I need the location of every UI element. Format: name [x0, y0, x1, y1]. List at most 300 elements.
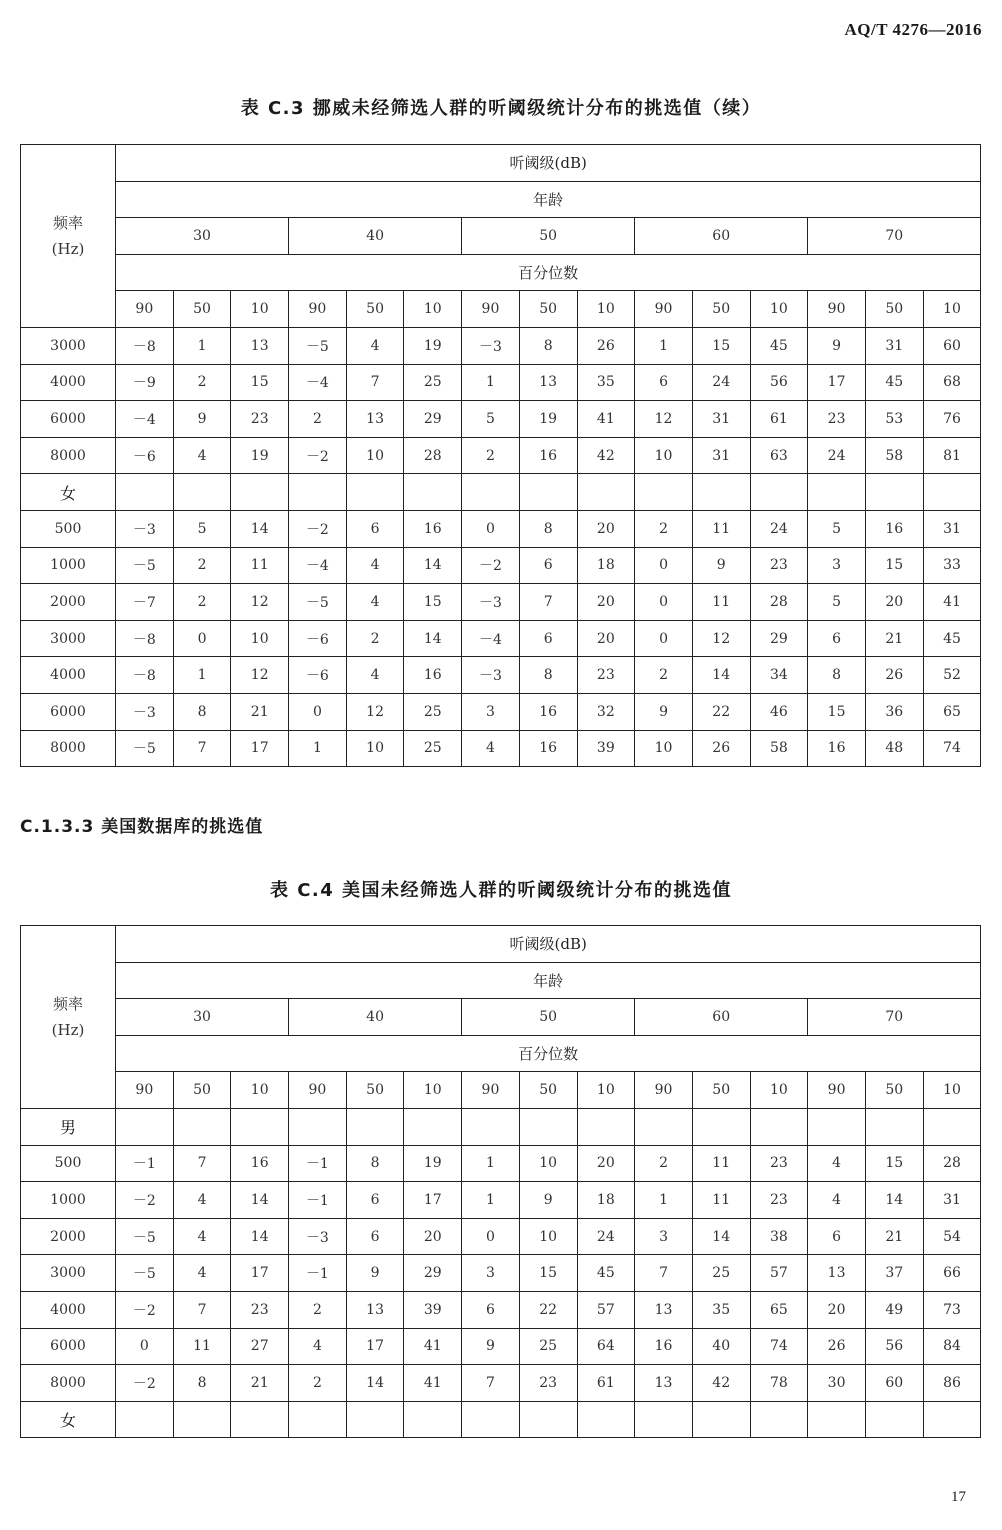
value-cell — [173, 474, 231, 511]
value-cell: 3 — [635, 1218, 693, 1255]
value-cell: 13 — [808, 1255, 866, 1292]
value-cell: 4 — [462, 730, 520, 767]
value-cell — [635, 474, 693, 511]
value-cell — [116, 474, 174, 511]
value-cell: 24 — [750, 510, 808, 547]
value-cell: 9 — [346, 1255, 404, 1292]
age-group-header: 40 — [289, 218, 462, 255]
value-cell: 8 — [519, 657, 577, 694]
percentile-value-header: 10 — [750, 291, 808, 328]
value-cell: 23 — [577, 657, 635, 694]
value-cell: 42 — [577, 437, 635, 474]
value-cell: 14 — [231, 510, 289, 547]
header-row — [21, 145, 981, 182]
value-cell: 74 — [750, 1328, 808, 1365]
table-row — [21, 584, 981, 621]
value-cell: 1 — [635, 1182, 693, 1219]
value-cell — [289, 474, 347, 511]
value-cell: 6 — [808, 1218, 866, 1255]
value-cell — [577, 1108, 635, 1145]
value-cell: －8 — [116, 620, 174, 657]
value-cell: 17 — [231, 730, 289, 767]
section-heading: C.1.3.3 美国数据库的挑选值 — [20, 817, 264, 837]
value-cell — [346, 474, 404, 511]
value-cell — [462, 1108, 520, 1145]
frequency-header-cell — [21, 926, 116, 1109]
value-cell: 31 — [692, 437, 750, 474]
value-cell: 46 — [750, 693, 808, 730]
frequency-cell: 3000 — [21, 327, 116, 364]
value-cell: 16 — [231, 1145, 289, 1182]
frequency-cell: 6000 — [21, 693, 116, 730]
value-cell: 24 — [808, 437, 866, 474]
value-cell: 33 — [923, 547, 981, 584]
value-cell: 25 — [404, 693, 462, 730]
value-cell: 21 — [231, 1365, 289, 1402]
value-cell: 9 — [462, 1328, 520, 1365]
value-cell: 4 — [346, 657, 404, 694]
value-cell: 10 — [635, 730, 693, 767]
value-cell: －6 — [289, 657, 347, 694]
frequency-cell: 500 — [21, 1145, 116, 1182]
value-cell: 28 — [750, 584, 808, 621]
value-cell: 14 — [346, 1365, 404, 1402]
percentile-value-header: 10 — [404, 291, 462, 328]
value-cell: 11 — [231, 547, 289, 584]
value-cell: 57 — [750, 1255, 808, 1292]
age-group-header: 40 — [289, 999, 462, 1036]
value-cell: 4 — [808, 1182, 866, 1219]
value-cell — [692, 1108, 750, 1145]
value-cell: 5 — [808, 510, 866, 547]
value-cell: 8 — [346, 1145, 404, 1182]
value-cell — [750, 1108, 808, 1145]
value-cell: 20 — [577, 584, 635, 621]
value-cell: 26 — [577, 327, 635, 364]
value-cell: 65 — [923, 693, 981, 730]
value-cell: 58 — [865, 437, 923, 474]
age-group-header: 60 — [635, 218, 808, 255]
age-group-header: 30 — [116, 218, 289, 255]
value-cell — [923, 1108, 981, 1145]
value-cell: 12 — [692, 620, 750, 657]
value-cell: 6 — [635, 364, 693, 401]
value-cell: 3 — [462, 693, 520, 730]
value-cell: 12 — [346, 693, 404, 730]
value-cell: －4 — [116, 401, 174, 438]
value-cell: －5 — [289, 584, 347, 621]
value-cell: 17 — [346, 1328, 404, 1365]
value-cell: 16 — [519, 693, 577, 730]
value-cell: 0 — [116, 1328, 174, 1365]
value-cell — [750, 474, 808, 511]
value-cell: 7 — [173, 730, 231, 767]
value-cell: 48 — [865, 730, 923, 767]
percentile-value-header: 10 — [404, 1072, 462, 1109]
value-cell — [635, 1108, 693, 1145]
table-row — [21, 401, 981, 438]
value-cell: 2 — [289, 1291, 347, 1328]
value-cell — [692, 1401, 750, 1438]
value-cell: 2 — [173, 364, 231, 401]
value-cell: 4 — [173, 1182, 231, 1219]
value-cell: －5 — [116, 547, 174, 584]
value-cell: 45 — [923, 620, 981, 657]
value-cell: －3 — [116, 510, 174, 547]
header-row — [21, 999, 981, 1036]
value-cell: －2 — [289, 510, 347, 547]
value-cell: 12 — [231, 584, 289, 621]
value-cell: 31 — [923, 510, 981, 547]
value-cell — [404, 1108, 462, 1145]
value-cell: 4 — [346, 584, 404, 621]
value-cell: 25 — [519, 1328, 577, 1365]
value-cell: 1 — [289, 730, 347, 767]
value-cell: 20 — [404, 1218, 462, 1255]
frequency-cell: 6000 — [21, 1328, 116, 1365]
value-cell: 73 — [923, 1291, 981, 1328]
table-row — [21, 1182, 981, 1219]
value-cell: 0 — [635, 620, 693, 657]
value-cell: 7 — [519, 584, 577, 621]
value-cell: －5 — [116, 730, 174, 767]
value-cell — [577, 474, 635, 511]
value-cell: 20 — [577, 1145, 635, 1182]
percentile-value-header: 10 — [923, 291, 981, 328]
value-cell: 10 — [519, 1218, 577, 1255]
value-cell: 25 — [692, 1255, 750, 1292]
value-cell — [923, 474, 981, 511]
value-cell: 9 — [808, 327, 866, 364]
value-cell: －1 — [116, 1145, 174, 1182]
value-cell: －5 — [116, 1218, 174, 1255]
value-cell: 22 — [692, 693, 750, 730]
value-cell: 78 — [750, 1365, 808, 1402]
percentile-value-header: 50 — [865, 1072, 923, 1109]
value-cell — [346, 1108, 404, 1145]
value-cell: 14 — [692, 1218, 750, 1255]
value-cell: 60 — [923, 327, 981, 364]
value-cell: 52 — [923, 657, 981, 694]
table-row — [21, 1291, 981, 1328]
header-row — [21, 181, 981, 218]
value-cell: 6 — [346, 510, 404, 547]
value-cell: 2 — [346, 620, 404, 657]
age-group-header: 70 — [808, 999, 981, 1036]
value-cell: 16 — [808, 730, 866, 767]
value-cell: 7 — [462, 1365, 520, 1402]
value-cell: 21 — [865, 620, 923, 657]
frequency-cell: 3000 — [21, 1255, 116, 1292]
value-cell: 27 — [231, 1328, 289, 1365]
value-cell: 29 — [404, 401, 462, 438]
value-cell: 36 — [865, 693, 923, 730]
value-cell: 57 — [577, 1291, 635, 1328]
value-cell: 29 — [750, 620, 808, 657]
table-row — [21, 437, 981, 474]
value-cell — [923, 1401, 981, 1438]
value-cell: 42 — [692, 1365, 750, 1402]
value-cell: －5 — [116, 1255, 174, 1292]
group-row — [21, 1401, 981, 1438]
value-cell: 6 — [808, 620, 866, 657]
value-cell: 8 — [519, 327, 577, 364]
value-cell — [404, 1401, 462, 1438]
header-row — [21, 291, 981, 328]
percentile-value-header: 90 — [289, 1072, 347, 1109]
frequency-cell: 1000 — [21, 547, 116, 584]
value-cell: 10 — [635, 437, 693, 474]
value-cell: 4 — [346, 327, 404, 364]
value-cell: 21 — [865, 1218, 923, 1255]
value-cell: 13 — [346, 1291, 404, 1328]
value-cell: 10 — [519, 1145, 577, 1182]
value-cell: 14 — [865, 1182, 923, 1219]
value-cell — [462, 474, 520, 511]
value-cell — [173, 1108, 231, 1145]
value-cell: 11 — [173, 1328, 231, 1365]
value-cell: 11 — [692, 510, 750, 547]
frequency-cell: 500 — [21, 510, 116, 547]
age-group-header: 50 — [462, 218, 635, 255]
table-row — [21, 730, 981, 767]
value-cell: －3 — [462, 327, 520, 364]
value-cell: 26 — [865, 657, 923, 694]
value-cell — [865, 474, 923, 511]
frequency-unit: (Hz) — [51, 1020, 85, 1039]
percentile-header: 百分位数 — [116, 1035, 981, 1072]
percentile-header: 百分位数 — [116, 254, 981, 291]
value-cell: 38 — [750, 1218, 808, 1255]
value-cell — [635, 1401, 693, 1438]
frequency-cell: 1000 — [21, 1182, 116, 1219]
value-cell: 56 — [750, 364, 808, 401]
value-cell: 16 — [635, 1328, 693, 1365]
value-cell — [577, 1401, 635, 1438]
table-c4-caption: 表 C.4 美国未经筛选人群的听阈级统计分布的挑选值 — [269, 880, 733, 901]
table-row — [21, 693, 981, 730]
value-cell: 15 — [519, 1255, 577, 1292]
value-cell — [289, 1108, 347, 1145]
percentile-value-header: 50 — [692, 1072, 750, 1109]
value-cell: 16 — [865, 510, 923, 547]
value-cell: －2 — [116, 1291, 174, 1328]
table-c3-caption: 表 C.3 挪威未经筛选人群的听阈级统计分布的挑选值（续） — [240, 98, 762, 119]
value-cell: 8 — [173, 1365, 231, 1402]
value-cell — [462, 1401, 520, 1438]
value-cell: 7 — [173, 1291, 231, 1328]
value-cell: 17 — [231, 1255, 289, 1292]
value-cell: 1 — [173, 657, 231, 694]
value-cell: 45 — [577, 1255, 635, 1292]
value-cell — [808, 1401, 866, 1438]
value-cell: 68 — [923, 364, 981, 401]
value-cell: 6 — [462, 1291, 520, 1328]
value-cell: 16 — [519, 730, 577, 767]
value-cell: 64 — [577, 1328, 635, 1365]
value-cell: 40 — [692, 1328, 750, 1365]
value-cell: －2 — [462, 547, 520, 584]
value-cell: 39 — [404, 1291, 462, 1328]
value-cell: 63 — [750, 437, 808, 474]
value-cell: 1 — [462, 364, 520, 401]
value-cell — [116, 1401, 174, 1438]
value-cell: 41 — [577, 401, 635, 438]
value-cell: 26 — [692, 730, 750, 767]
frequency-cell: 4000 — [21, 657, 116, 694]
percentile-value-header: 90 — [808, 1072, 866, 1109]
value-cell: 8 — [173, 693, 231, 730]
value-cell: 10 — [346, 437, 404, 474]
value-cell: 20 — [808, 1291, 866, 1328]
value-cell: 1 — [173, 327, 231, 364]
age-header: 年龄 — [116, 181, 981, 218]
value-cell: 86 — [923, 1365, 981, 1402]
frequency-cell: 6000 — [21, 401, 116, 438]
frequency-cell: 4000 — [21, 1291, 116, 1328]
value-cell: 13 — [346, 401, 404, 438]
value-cell: 23 — [231, 401, 289, 438]
value-cell: －3 — [462, 584, 520, 621]
percentile-value-header: 10 — [231, 1072, 289, 1109]
value-cell — [289, 1401, 347, 1438]
value-cell: 6 — [519, 547, 577, 584]
value-cell: 19 — [404, 1145, 462, 1182]
value-cell: 21 — [231, 693, 289, 730]
value-cell: 56 — [865, 1328, 923, 1365]
percentile-value-header: 90 — [635, 291, 693, 328]
value-cell: 16 — [404, 657, 462, 694]
frequency-label: 频率 — [52, 213, 83, 232]
header-row — [21, 962, 981, 999]
value-cell: 9 — [173, 401, 231, 438]
header-row — [21, 218, 981, 255]
value-cell: 6 — [346, 1218, 404, 1255]
value-cell: 23 — [750, 547, 808, 584]
value-cell: 4 — [808, 1145, 866, 1182]
value-cell: 0 — [173, 620, 231, 657]
frequency-cell: 8000 — [21, 1365, 116, 1402]
frequency-cell: 3000 — [21, 620, 116, 657]
header-row — [21, 254, 981, 291]
value-cell — [865, 1108, 923, 1145]
value-cell: 61 — [577, 1365, 635, 1402]
table-row — [21, 1218, 981, 1255]
table-row — [21, 510, 981, 547]
value-cell: 2 — [635, 657, 693, 694]
value-cell — [519, 1401, 577, 1438]
value-cell: 19 — [404, 327, 462, 364]
value-cell: 23 — [750, 1145, 808, 1182]
value-cell: －3 — [289, 1218, 347, 1255]
value-cell: 0 — [462, 1218, 520, 1255]
value-cell: 14 — [404, 547, 462, 584]
value-cell: 6 — [346, 1182, 404, 1219]
table-row — [21, 657, 981, 694]
value-cell: 5 — [808, 584, 866, 621]
value-cell: 23 — [750, 1182, 808, 1219]
age-group-header: 50 — [462, 999, 635, 1036]
table-row — [21, 1328, 981, 1365]
value-cell: 4 — [346, 547, 404, 584]
value-cell: 4 — [173, 1218, 231, 1255]
value-cell: 37 — [865, 1255, 923, 1292]
frequency-cell: 4000 — [21, 364, 116, 401]
value-cell: －3 — [462, 657, 520, 694]
percentile-value-header: 90 — [462, 291, 520, 328]
value-cell: －4 — [289, 364, 347, 401]
document-code: AQ/T 4276—2016 — [844, 20, 982, 39]
value-cell: 39 — [577, 730, 635, 767]
value-cell: 23 — [519, 1365, 577, 1402]
frequency-header-cell — [21, 145, 116, 328]
table-c3 — [20, 144, 981, 767]
table-row — [21, 1365, 981, 1402]
value-cell — [692, 474, 750, 511]
value-cell: 1 — [462, 1182, 520, 1219]
value-cell: 30 — [808, 1365, 866, 1402]
value-cell: 18 — [577, 1182, 635, 1219]
value-cell: 15 — [865, 547, 923, 584]
value-cell: 20 — [865, 584, 923, 621]
percentile-value-header: 10 — [750, 1072, 808, 1109]
value-cell: 19 — [519, 401, 577, 438]
value-cell: －4 — [462, 620, 520, 657]
value-cell: 49 — [865, 1291, 923, 1328]
value-cell: 35 — [577, 364, 635, 401]
frequency-unit: (Hz) — [51, 239, 85, 258]
value-cell: 54 — [923, 1218, 981, 1255]
value-cell: 31 — [692, 401, 750, 438]
value-cell: 15 — [865, 1145, 923, 1182]
percentile-value-header: 50 — [519, 1072, 577, 1109]
table-row — [21, 547, 981, 584]
percentile-value-header: 10 — [923, 1072, 981, 1109]
value-cell: 5 — [462, 401, 520, 438]
percentile-value-header: 90 — [808, 291, 866, 328]
percentile-value-header: 90 — [116, 291, 174, 328]
value-cell: 15 — [692, 327, 750, 364]
value-cell: 1 — [462, 1145, 520, 1182]
value-cell: 0 — [635, 547, 693, 584]
percentile-value-header: 90 — [635, 1072, 693, 1109]
value-cell: 29 — [404, 1255, 462, 1292]
table-row — [21, 364, 981, 401]
value-cell: 28 — [923, 1145, 981, 1182]
sex-group-label: 女 — [21, 474, 116, 511]
value-cell: 14 — [231, 1218, 289, 1255]
value-cell — [231, 1108, 289, 1145]
value-cell: 7 — [635, 1255, 693, 1292]
frequency-cell: 8000 — [21, 437, 116, 474]
value-cell: 25 — [404, 730, 462, 767]
percentile-value-header: 50 — [173, 1072, 231, 1109]
value-cell: －2 — [116, 1182, 174, 1219]
value-cell: 31 — [865, 327, 923, 364]
value-cell: 12 — [635, 401, 693, 438]
value-cell: 9 — [692, 547, 750, 584]
value-cell: －3 — [116, 693, 174, 730]
value-cell: 16 — [404, 510, 462, 547]
value-cell: 45 — [750, 327, 808, 364]
percentile-value-header: 50 — [173, 291, 231, 328]
value-cell: 15 — [808, 693, 866, 730]
value-cell: 22 — [519, 1291, 577, 1328]
value-cell: 13 — [635, 1365, 693, 1402]
frequency-cell: 2000 — [21, 584, 116, 621]
value-cell: 34 — [750, 657, 808, 694]
age-group-header: 60 — [635, 999, 808, 1036]
